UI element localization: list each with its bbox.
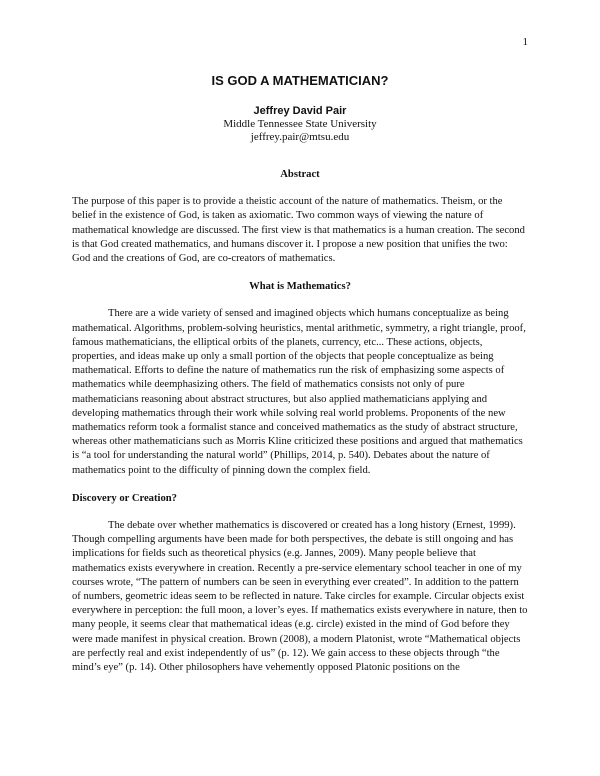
- paper-header: [72, 73, 528, 144]
- page-number: 1: [522, 36, 528, 48]
- paper-body: [72, 168, 528, 689]
- author-name: Jeffrey David Pair: [253, 105, 347, 117]
- paper-title: IS GOD A MATHEMATICIAN?: [211, 73, 389, 88]
- abstract-heading: Abstract: [280, 169, 320, 180]
- author-email: jeffrey.pair@mtsu.edu: [250, 131, 350, 143]
- section-paragraph-discovery-or-creation: The debate over whether mathematics is discovered or created has a long history (Ernest, 1999). Though compelling arguments have been made for both perspectives, the debate is still ongoing and has implications for fields such as theoretical physics (e.g. Jannes, 2009). Many people believe that mathematics exists everywhere in creation. Recently a pre-service elementary school teacher in one of my courses wrote, “The pattern of numbers can be seen in everything ever created”. In addition to the pattern of numbers, geometric ideas seem to be reflected in nature. Take circles for example. Circular objects exist everywhere in perception: the full moon, a lover’s eyes. If mathematics exists everywhere in nature, then to many people, it seems clear that mathematical ideas (e.g. circle) existed in the mind of God before they were made manifest in physical creation. Brown (2008), a modern Platonist, wrote “Mathematical objects are perfectly real and exist independently of us” (p. 12). We gain access to these objects through “the mind’s eye” (p. 14). Other philosophers have vehemently opposed Platonic positions on the: [72, 520, 528, 674]
- author-affiliation: Middle Tennessee State University: [223, 118, 377, 130]
- section-paragraph-what-is-mathematics: There are a wide variety of sensed and imagined objects which humans conceptualize as being mathematical. Algorithms, problem-solving heuristics, mental arithmetic, symmetry, a right triangle, proof, famous mathematicians, the elliptical orbits of the planets, currency, etc... These actions, objects, properties, and ideas make up only a small portion of the objects that people conceptualize as being mathematical. Efforts to define the nature of mathematics run the risk of emphasizing some aspects of mathematics while deemphasizing others. The field of mathematics consists not only of pure mathematicians reasoning about abstract structures, but also applied mathematicians applying and developing mathematics through their work while solving real world problems. Proponents of the new mathematics reform took a formalist stance and conceived mathematics as the study of abstract structure, whereas other mathematicians such as Morris Kline criticized these positions and argued that mathematics is “a tool for understanding the natural world” (Phillips, 2014, p. 540). Debates about the nature of mathematics point to the difficulty of pinning down the complex field.: [72, 308, 526, 476]
- abstract-text: The purpose of this paper is to provide a theistic account of the nature of mathematics. Theism, or the belief in the existence of God, is taken as axiomatic. Two common ways of viewing the nature of mathematical knowledge are discussed. The first view is that mathematics is a human creation. The second is that God created mathematics, and humans discover it. I propose a new position that unifies the two: God and the creations of God, are co-creators of mathematics.: [72, 196, 525, 265]
- section-heading-discovery-or-creation: Discovery or Creation?: [72, 492, 177, 504]
- section-heading-what-is-mathematics: What is Mathematics?: [249, 281, 351, 293]
